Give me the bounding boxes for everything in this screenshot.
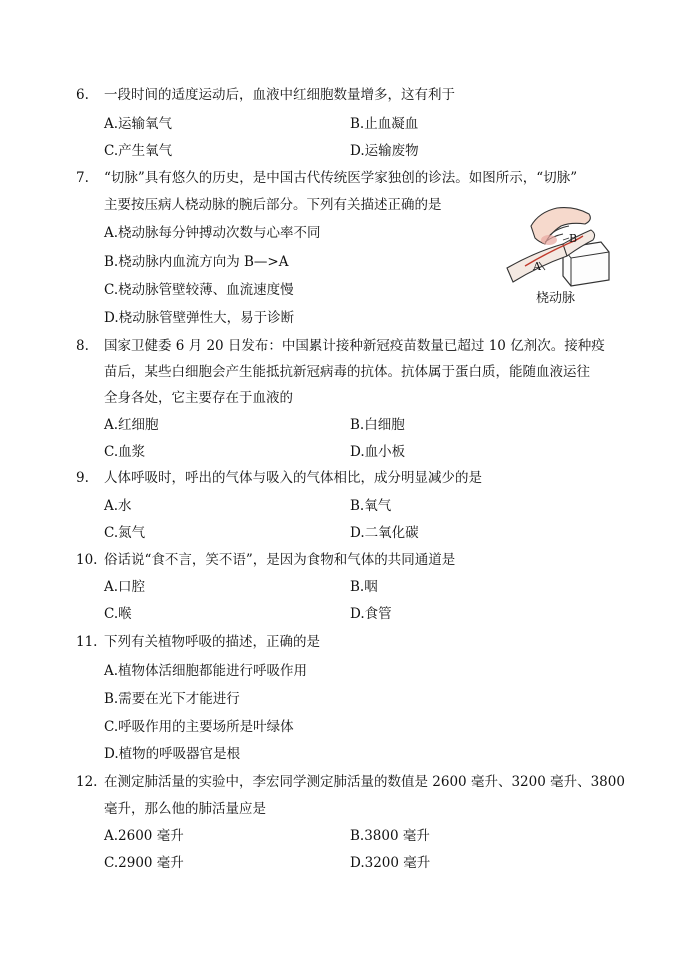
option-a: A.红细胞	[104, 417, 159, 433]
question-stem: 一段时间的适度运动后，血液中红细胞数量增多，这有利于	[104, 87, 455, 103]
option-b: B.需要在光下才能进行	[104, 691, 240, 707]
option-c: C.桡动脉管壁较薄、血流速度慢	[104, 282, 294, 298]
option-a: A.植物体活细胞都能进行呼吸作用	[104, 663, 308, 679]
option-b: B.氧气	[350, 498, 392, 514]
question-stem: 国家卫健委 6 月 20 日发布：中国累计接种新冠疫苗数量已超过 10 亿剂次。接种疫	[104, 338, 605, 354]
option-b: B.白细胞	[350, 417, 405, 433]
option-b: B.止血凝血	[350, 116, 419, 132]
question-number: 6.	[76, 87, 89, 103]
label-a: A	[533, 260, 541, 273]
option-d: D.3200 毫升	[350, 855, 431, 871]
option-c: C.产生氧气	[104, 143, 173, 159]
option-a: A.运输氧气	[104, 116, 173, 132]
question-stem-continued: 毫升，那么他的肺活量应是	[104, 801, 266, 817]
option-c: C.氮气	[104, 525, 146, 541]
question-number: 9.	[76, 470, 89, 486]
question-stem-continued: 主要按压病人桡动脉的腕后部分。下列有关描述正确的是	[104, 197, 442, 213]
question-stem-continued: 苗后，某些白细胞会产生能抵抗新冠病毒的抗体。抗体属于蛋白质，能随血液运往	[104, 364, 590, 380]
option-b: B.桡动脉内血流方向为 B—>A	[104, 254, 289, 270]
option-d: D.植物的呼吸器官是根	[104, 746, 241, 762]
option-c: C.血浆	[104, 444, 146, 460]
option-d: D.食管	[350, 606, 392, 622]
question-stem: 人体呼吸时，呼出的气体与吸入的气体相比，成分明显减少的是	[104, 470, 482, 486]
option-a: A.桡动脉每分钟搏动次数与心率不同	[104, 225, 321, 241]
figure-caption: 桡动脉	[536, 291, 576, 306]
option-c: C.喉	[104, 606, 132, 622]
question-number: 10.	[76, 552, 98, 568]
question-number: 8.	[76, 338, 89, 354]
question-stem: 下列有关植物呼吸的描述，正确的是	[104, 634, 320, 650]
question-number: 7.	[76, 170, 89, 186]
option-c: C.2900 毫升	[104, 855, 184, 871]
option-a: A.2600 毫升	[104, 828, 184, 844]
option-d: D.二氧化碳	[350, 525, 419, 541]
option-b: B.3800 毫升	[350, 828, 430, 844]
question-number: 11.	[76, 634, 98, 650]
question-stem-continued: 全身各处，它主要存在于血液的	[104, 390, 293, 406]
option-d: D.血小板	[350, 444, 406, 460]
option-c: C.呼吸作用的主要场所是叶绿体	[104, 719, 294, 735]
label-b: B	[569, 232, 578, 245]
question-stem: 在测定肺活量的实验中，李宏同学测定肺活量的数值是 2600 毫升、3200 毫升、3800	[104, 774, 625, 790]
question-number: 12.	[76, 774, 98, 790]
question-stem: 俗话说“食不言，笑不语”，是因为食物和气体的共同通道是	[104, 552, 456, 568]
option-b: B.咽	[350, 579, 378, 595]
question-stem: “切脉”具有悠久的历史，是中国古代传统医学家独创的诊法。如图所示，“切脉”	[104, 170, 578, 186]
option-a: A.水	[104, 498, 132, 514]
option-d: D.运输废物	[350, 143, 419, 159]
option-a: A.口腔	[104, 579, 146, 595]
option-d: D.桡动脉管壁弹性大，易于诊断	[104, 310, 295, 326]
